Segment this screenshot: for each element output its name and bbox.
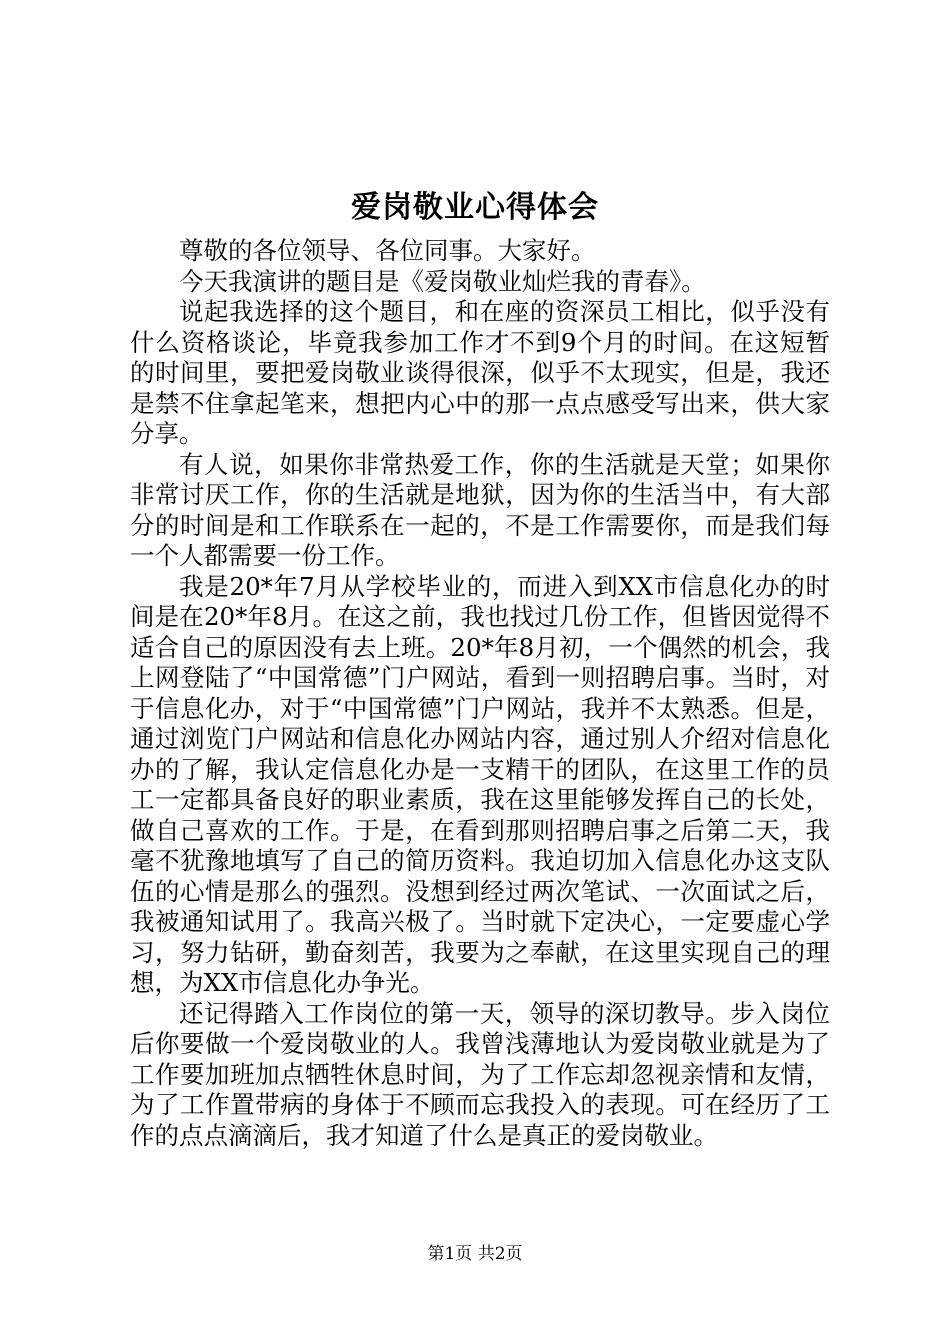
document-body (130, 236, 830, 1151)
paragraph-first-day: 还记得踏入工作岗位的第一天，领导的深切教导。步入岗位后你要做一个爱岗敬业的人。我曾浅薄地认为爱岗敬业就是为了工作要加班加点牺牲休息时间，为了工作忘却忽视亲情和友情，为了工作置带病的身体于不顾而忘我投入的表现。可在经历了工作的点点滴滴后，我才知道了什么是真正的爱岗敬业。 (130, 998, 830, 1150)
page-number-footer: 第1页 共2页 (427, 1244, 523, 1264)
document-title: 爱岗敬业心得体会 (351, 190, 599, 225)
paragraph-speech-topic: 今天我演讲的题目是《爱岗敬业灿烂我的青春》。 (179, 266, 706, 296)
paragraph-greeting: 尊敬的各位领导、各位同事。大家好。 (179, 236, 596, 265)
paragraph-work-life: 有人说，如果你非常热爱工作，你的生活就是天堂；如果你非常讨厌工作，你的生活就是地狱，因为你的生活当中，有大部分的时间是和工作联系在一起的，不是工作需要你，而是我们每一个人都需要一份工作。 (130, 449, 830, 570)
paragraph-joining-story: 我是20*年7月从学校毕业的，而进入到XX市信息化办的时间是在20*年8月。在这之前，我也找过几份工作，但皆因觉得不适合自己的原因没有去上班。20*年8月初，一个偶然的机会，我上网登陆了“中国常德”门户网站，看到一则招聘启事。当时，对于信息化办，对于“中国常德”门户网站，我并不太熟悉。但是，通过浏览门户网站和信息化办网站内容，通过别人介绍对信息化办的了解，我认定信息化办是一支精干的团队，在这里工作的员工一定都具备良好的职业素质，我在这里能够发挥自己的长处，做自己喜欢的工作。于是，在看到那则招聘启事之后第二天，我毫不犹豫地填写了自己的简历资料。我迫切加入信息化办这支队伍的心情是那么的强烈。没想到经过两次笔试、一次面试之后，我被通知试用了。我高兴极了。当时就下定决心，一定要虚心学习，努力钻研，勤奋刻苦，我要为之奉献，在这里实现自己的理想，为XX市信息化办争光。 (130, 571, 830, 997)
paragraph-topic-choice: 说起我选择的这个题目，和在座的资深员工相比，似乎没有什么资格谈论，毕竟我参加工作才不到9个月的时间。在这短暂的时间里，要把爱岗敬业谈得很深，似乎不太现实，但是，我还是禁不住拿起笔来，想把内心中的那一点点感受写出来，供大家分享。 (130, 297, 830, 448)
